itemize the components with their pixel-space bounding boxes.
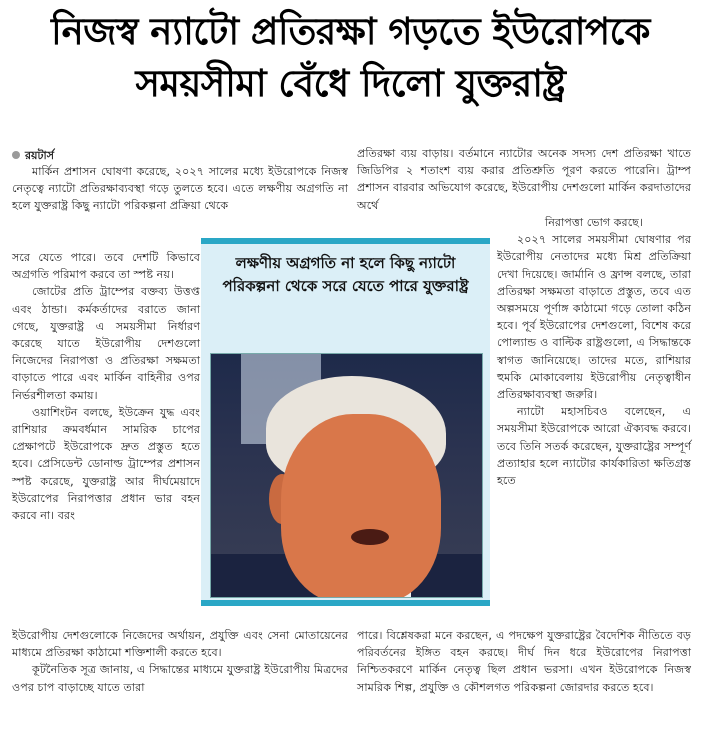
headline-line-2: সময়সীমা বেঁধে দিলো যুক্তরাষ্ট্র [135, 62, 566, 105]
bullet-dot-icon [12, 151, 20, 159]
photo-face [281, 414, 441, 598]
byline-source: রয়টার্স [25, 149, 54, 162]
paragraph: ২০২৭ সালের সময়সীমা ঘোষণার পর ইউরোপীয় নেতাদের মধ্যে মিশ্র প্রতিক্রিয়া দেখা দিয়েছে। জার্মানি ও ফ্রান্স বলছে, তারা প্রতিরক্ষা সক্ষমতা বাড়াতে প্রস্তুত, তবে এত অল্পসময়ে পূর্ণাঙ্গ কাঠামো গড়ে তোলা কঠিন হবে। পূর্ব ইউরোপের দেশগুলো, বিশেষ করে পোল্যান্ড ও বাল্টিক রাষ্ট্রগুলো, এ সিদ্ধান্তকে স্বাগত জানিয়েছে। তাদের মতে, রাশিয়ার হুমকি মোকাবেলায় ইউরোপীয় নেতৃত্বাধীন প্রতিরক্ষাব্যবস্থা জরুরি। [497, 233, 691, 402]
article-right-top [357, 145, 691, 214]
paragraph: পারে। বিশ্লেষকরা মনে করছেন, এ পদক্ষেপ যুক্তরাষ্ট্রের বৈদেশিক নীতিতে বড় পরিবর্তনের ইঙ্গিত বহন করছে। দীর্ঘ দিন ধরে ইউরোপের নিরাপত্তা নিশ্চিতকরণে মার্কিন নেতৃত্ব ছিল প্রধান ভরসা। এখন ইউরোপকে নিজস্ব সামরিক শিল্প, প্রযুক্তি ও কৌশলগত পরিকল্পনা জোরদার করতে হবে। [357, 629, 691, 694]
photo-mouth [351, 529, 389, 545]
headline [0, 6, 701, 110]
article-right-bottom [357, 627, 691, 696]
pull-quote-box [201, 238, 490, 606]
paragraph: নিরাপত্তা ভোগ করছে। [545, 216, 643, 229]
headline-line-1: নিজস্ব ন্যাটো প্রতিরক্ষা গড়তে ইউরোপকে [51, 10, 650, 53]
paragraph: মার্কিন প্রশাসন ঘোষণা করেছে, ২০২৭ সালের মধ্যে ইউরোপকে নিজস্ব নেতৃত্বে ন্যাটো প্রতিরক্ষাব্যবস্থা গড়ে তুলতে হবে। এতে লক্ষণীয় অগ্রগতি না হলে যুক্তরাষ্ট্র কিছু ন্যাটো পরিকল্পনা প্রক্রিয়া থেকে [12, 165, 348, 213]
paragraph: ইউরোপীয় দেশগুলোকে নিজেদের অর্থায়ন, প্রযুক্তি এবং সেনা মোতায়েনের মাধ্যমে প্রতিরক্ষা কাঠামো শক্তিশালী করতে হবে। [12, 629, 348, 660]
paragraph: ওয়াশিংটন বলছে, ইউক্রেন যুদ্ধ এবং রাশিয়ার ক্রমবর্ধমান সামরিক চাপের প্রেক্ষাপটে ইউরোপকে দ্রুত প্রস্তুত হতে হবে। প্রেসিডেন্ট ডোনাল্ড ট্রাম্পের প্রশাসন স্পষ্ট করেছে, যুক্তরাষ্ট্র আর দীর্ঘমেয়াদে ইউরোপের নিরাপত্তার প্রধান ভার বহন করবে না। বরং [12, 405, 200, 523]
paragraph: কূটনৈতিক সূত্র জানায়, এ সিদ্ধান্তের মাধ্যমে যুক্তরাষ্ট্র ইউরোপীয় মিত্রদের ওপর চাপ বাড়াচ্ছে যাতে তারা [12, 663, 348, 694]
pull-quote: লক্ষণীয় অগ্রগতি না হলে কিছু ন্যাটো পরিকল্পনা থেকে সরে যেতে পারে যুক্তরাষ্ট্র [222, 254, 469, 295]
paragraph: ন্যাটো মহাসচিবও বলেছেন, এ সময়সীমা ইউরোপকে আরো ঐক্যবদ্ধ করবে। তবে তিনি সতর্ক করেছেন, যুক্তরাষ্ট্রের সম্পূর্ণ প্রত্যাহার হলে ন্যাটোর কার্যকারিতা ক্ষতিগ্রস্ত হতে [497, 405, 691, 488]
paragraph: সরে যেতে পারে। তবে দেশটি কিভাবে অগ্রগতি পরিমাপ করবে তা স্পষ্ট নয়। [12, 251, 200, 282]
paragraph: জোটের প্রতি ট্রাম্পের বক্তব্য উত্তপ্ত এবং ঠান্ডা। কর্মকর্তাদের বরাতে জানা গেছে, যুক্তরাষ্ট্র এ সময়সীমা নির্ধারণ করেছে যাতে ইউরোপীয় দেশগুলো নিজেদের নিরাপত্তা ও প্রতিরক্ষা সক্ষমতা বাড়াতে পারে এবং মার্কিন বাহিনীর ওপর নির্ভরশীলতা কমায়। [12, 285, 200, 402]
paragraph: প্রতিরক্ষা ব্যয় বাড়ায়। বর্তমানে ন্যাটোর অনেক সদস্য দেশ প্রতিরক্ষা খাতে জিডিপির ২ শতাংশ ব্যয় করার প্রতিশ্রুতি পূরণ করতে পারেনি। ট্রাম্প প্রশাসন বারবার অভিযোগ করেছে, ইউরোপীয় দেশগুলো মার্কিন করদাতাদের অর্থে [357, 147, 691, 212]
news-photo [210, 353, 483, 598]
article-left-narrow [12, 232, 200, 524]
article-right-narrow [497, 214, 691, 489]
article-left-top [12, 163, 348, 215]
article-left-bottom [12, 627, 348, 696]
